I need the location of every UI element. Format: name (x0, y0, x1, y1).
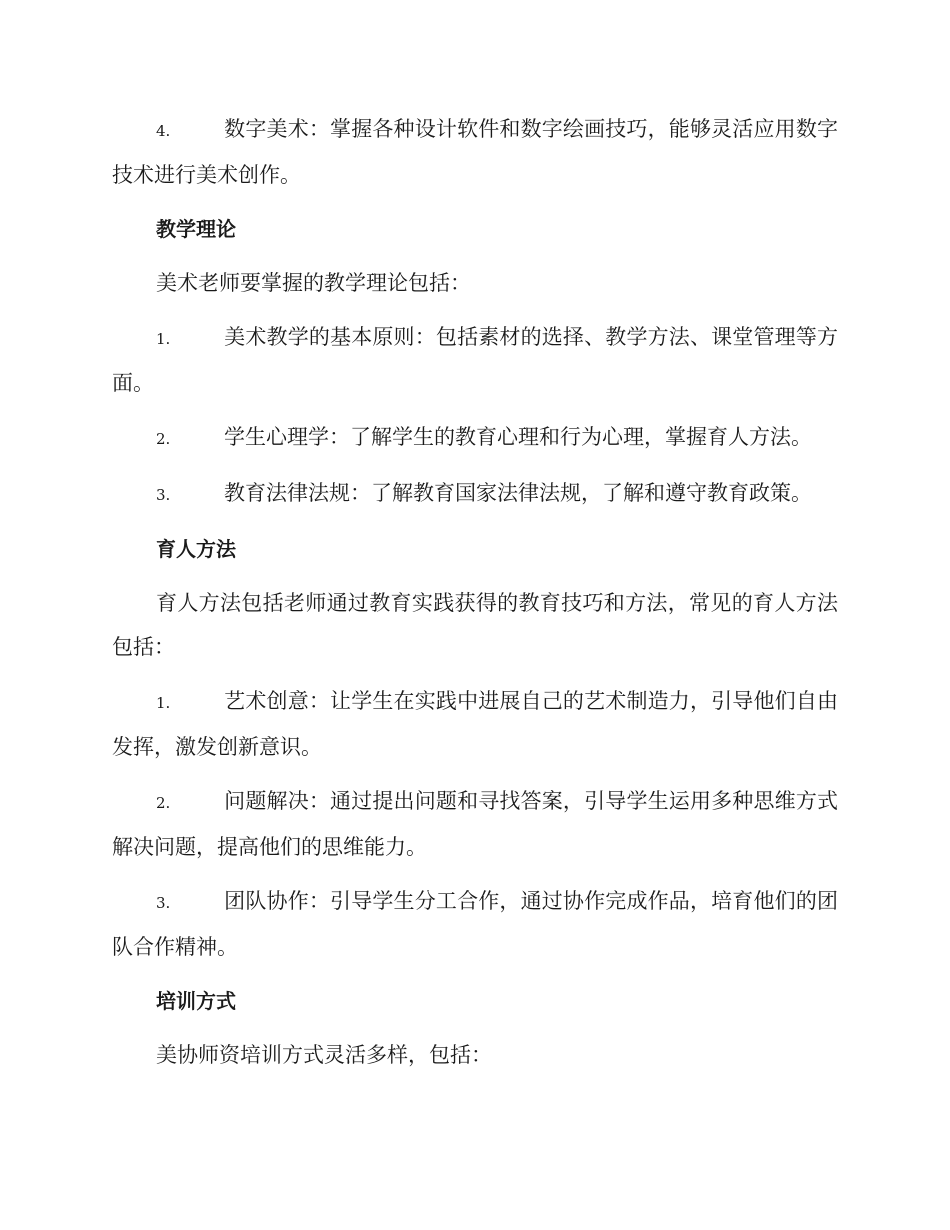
list-item-text: 学生心理学：了解学生的教育心理和行为心理，掌握育人方法。 (224, 425, 812, 449)
list-item-text: 问题解决：通过提出问题和寻找答案，引导学生运用多种思维方式解决问题，提高他们的思维能力。 (112, 789, 838, 859)
list-item-number: 1. (156, 330, 171, 348)
list-item (112, 779, 838, 869)
list-item-text: 教育法律法规：了解教育国家法律法规，了解和遵守教育政策。 (224, 481, 812, 505)
section-intro: 美术老师要掌握的教学理论包括： (156, 271, 471, 295)
list-item (112, 415, 838, 461)
section-heading-teaching-theory: 教学理论 (156, 217, 236, 241)
list-item (112, 315, 838, 405)
section-heading-education-methods: 育人方法 (156, 537, 236, 561)
list-item-number: 1. (156, 694, 171, 712)
list-item-number: 3. (156, 894, 171, 912)
list-item (112, 107, 838, 197)
section-intro: 美协师资培训方式灵活多样，包括： (156, 1043, 492, 1067)
list-item-number: 2. (156, 430, 171, 448)
list-item (112, 679, 838, 769)
list-item-text: 艺术创意：让学生在实践中进展自己的艺术制造力，引导他们自由发挥，激发创新意识。 (112, 689, 838, 759)
list-item-text: 数字美术：掌握各种设计软件和数字绘画技巧，能够灵活应用数字技术进行美术创作。 (112, 117, 838, 187)
section-heading-training-methods: 培训方式 (156, 989, 236, 1013)
list-item-number: 2. (156, 794, 171, 812)
list-item-text: 团队协作：引导学生分工合作，通过协作完成作品，培育他们的团队合作精神。 (112, 889, 838, 959)
document-body (112, 107, 838, 1087)
list-item (112, 471, 838, 517)
list-item-number: 3. (156, 486, 171, 504)
list-item-text: 美术教学的基本原则：包括素材的选择、教学方法、课堂管理等方面。 (112, 325, 838, 395)
list-item-number: 4. (156, 122, 171, 140)
section-intro: 育人方法包括老师通过教育实践获得的教育技巧和方法，常见的育人方法包括： (112, 591, 838, 659)
list-item (112, 879, 838, 969)
